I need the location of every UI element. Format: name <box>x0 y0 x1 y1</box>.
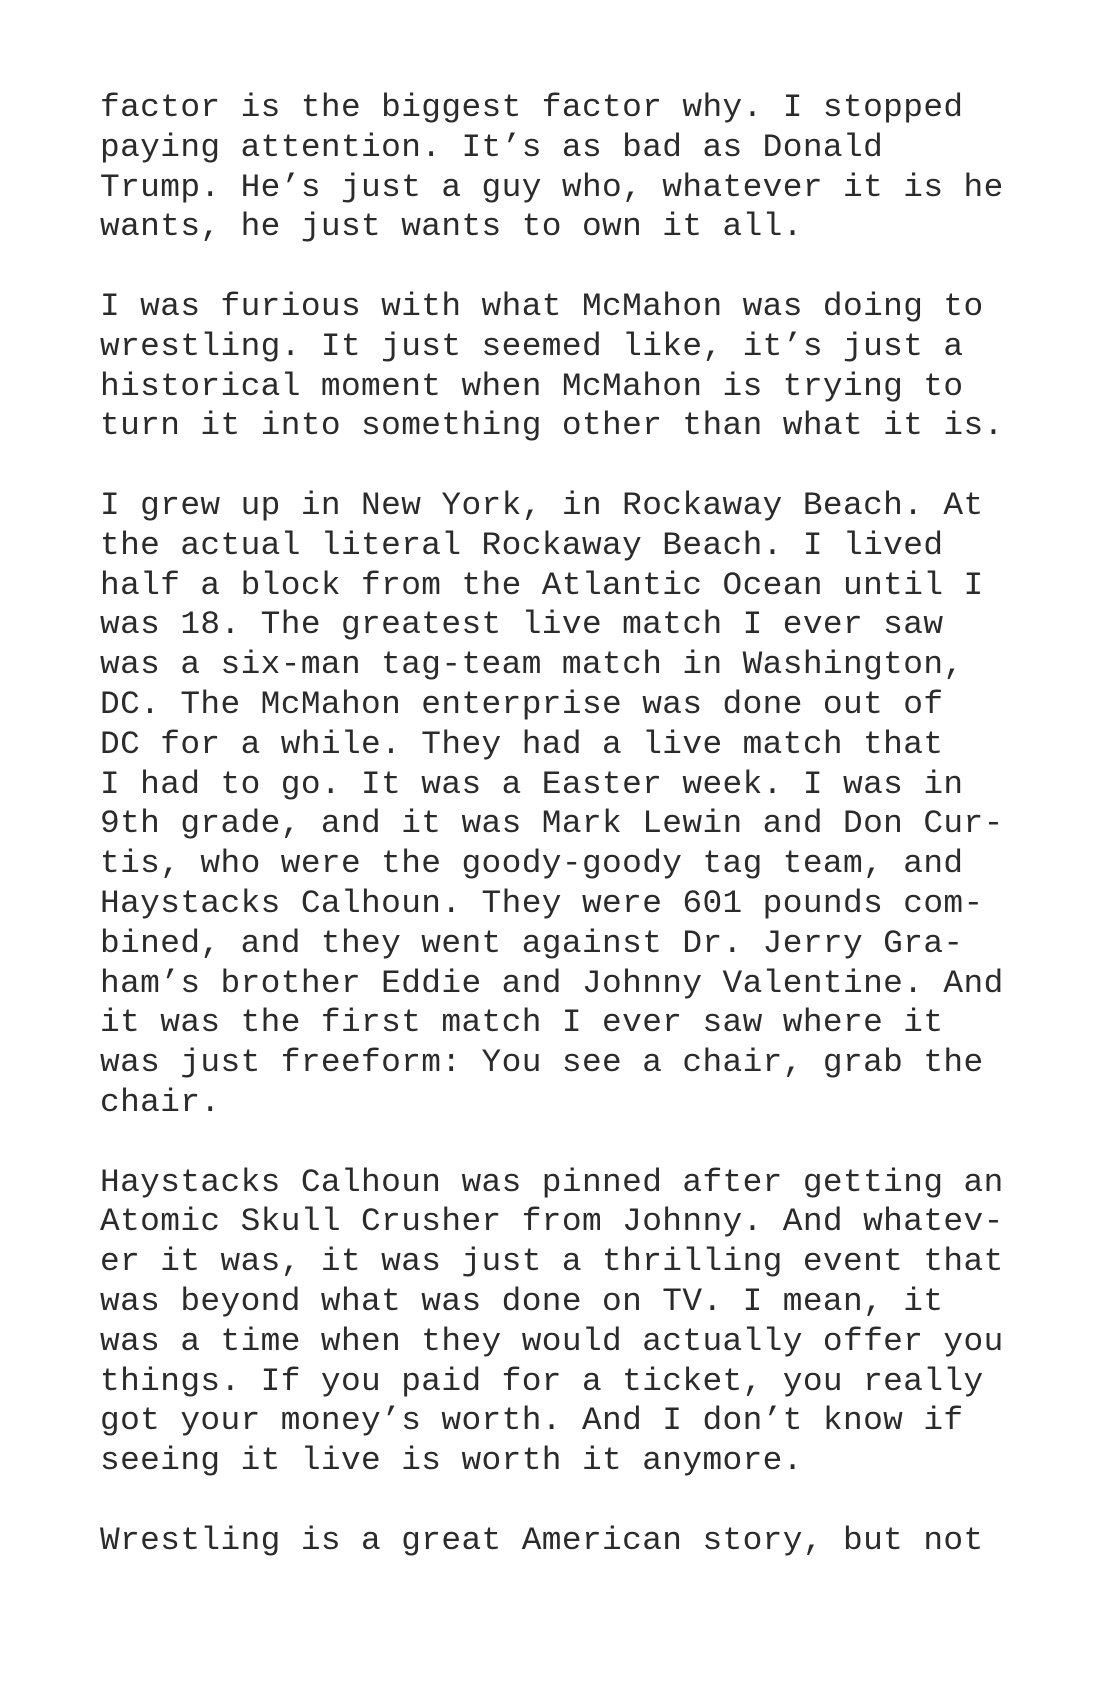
text-line: Atomic Skull Crusher from Johnny. And whatev- <box>100 1203 1004 1241</box>
paragraph-2 <box>100 287 1060 446</box>
text-line: Haystacks Calhoun. They were 601 pounds com- <box>100 884 984 922</box>
text-line: turn it into something other than what it is. <box>100 407 1004 445</box>
text-line: I was furious with what McMahon was doing to <box>100 287 984 325</box>
paragraph-4 <box>100 1163 1060 1481</box>
paragraph-3 <box>100 486 1060 1123</box>
text-line: factor is the biggest factor why. I stopped <box>100 89 964 126</box>
text-line: the actual literal Rockaway Beach. I lived <box>100 526 944 564</box>
text-line: chair. <box>100 1083 221 1121</box>
paragraph-spacer <box>100 446 1060 486</box>
text-line: Trump. He’s just a guy who, whatever it is he <box>100 168 1004 206</box>
text-line: tis, who were the goody-goody tag team, and <box>100 845 964 883</box>
text-line: historical moment when McMahon is trying to <box>100 367 964 405</box>
text-line: 9th grade, and it was Mark Lewin and Don Cur- <box>100 805 1004 843</box>
text-line: half a block from the Atlantic Ocean until I <box>100 566 984 604</box>
text-line: was beyond what was done on TV. I mean, it <box>100 1282 944 1320</box>
paragraph-spacer <box>100 1123 1060 1163</box>
text-line: wrestling. It just seemed like, it’s just a <box>100 327 964 365</box>
text-line: DC for a while. They had a live match that <box>100 725 944 763</box>
paragraph-1 <box>100 88 1060 247</box>
paragraph-spacer <box>100 1481 1060 1521</box>
text-line: seeing it live is worth it anymore. <box>100 1442 803 1480</box>
text-line: ham’s brother Eddie and Johnny Valentine. And <box>100 964 1004 1002</box>
text-line: was just freeform: You see a chair, grab the <box>100 1044 984 1082</box>
text-line: I grew up in New York, in Rockaway Beach. At <box>100 486 984 524</box>
text-line: was 18. The greatest live match I ever saw <box>100 606 944 644</box>
text-line: bined, and they went against Dr. Jerry Gra- <box>100 924 964 962</box>
text-line: paying attention. It’s as bad as Donald <box>100 128 884 166</box>
body-text <box>100 88 1060 1560</box>
text-line: Haystacks Calhoun was pinned after getting an <box>100 1163 1004 1201</box>
text-line: was a time when they would actually offer you <box>100 1322 1004 1360</box>
text-line: got your money’s worth. And I don’t know if <box>100 1402 964 1440</box>
text-line: things. If you paid for a ticket, you really <box>100 1362 984 1400</box>
paragraph-spacer <box>100 247 1060 287</box>
text-line: Wrestling is a great American story, but not <box>100 1521 984 1559</box>
paragraph-5 <box>100 1521 1060 1561</box>
text-line: DC. The McMahon enterprise was done out of <box>100 685 944 723</box>
text-line: I had to go. It was a Easter week. I was in <box>100 765 964 803</box>
text-line: was a six-man tag-team match in Washington, <box>100 646 964 684</box>
text-line: er it was, it was just a thrilling event that <box>100 1243 1004 1281</box>
text-line: it was the first match I ever saw where it <box>100 1004 944 1042</box>
text-line: wants, he just wants to own it all. <box>100 208 803 246</box>
